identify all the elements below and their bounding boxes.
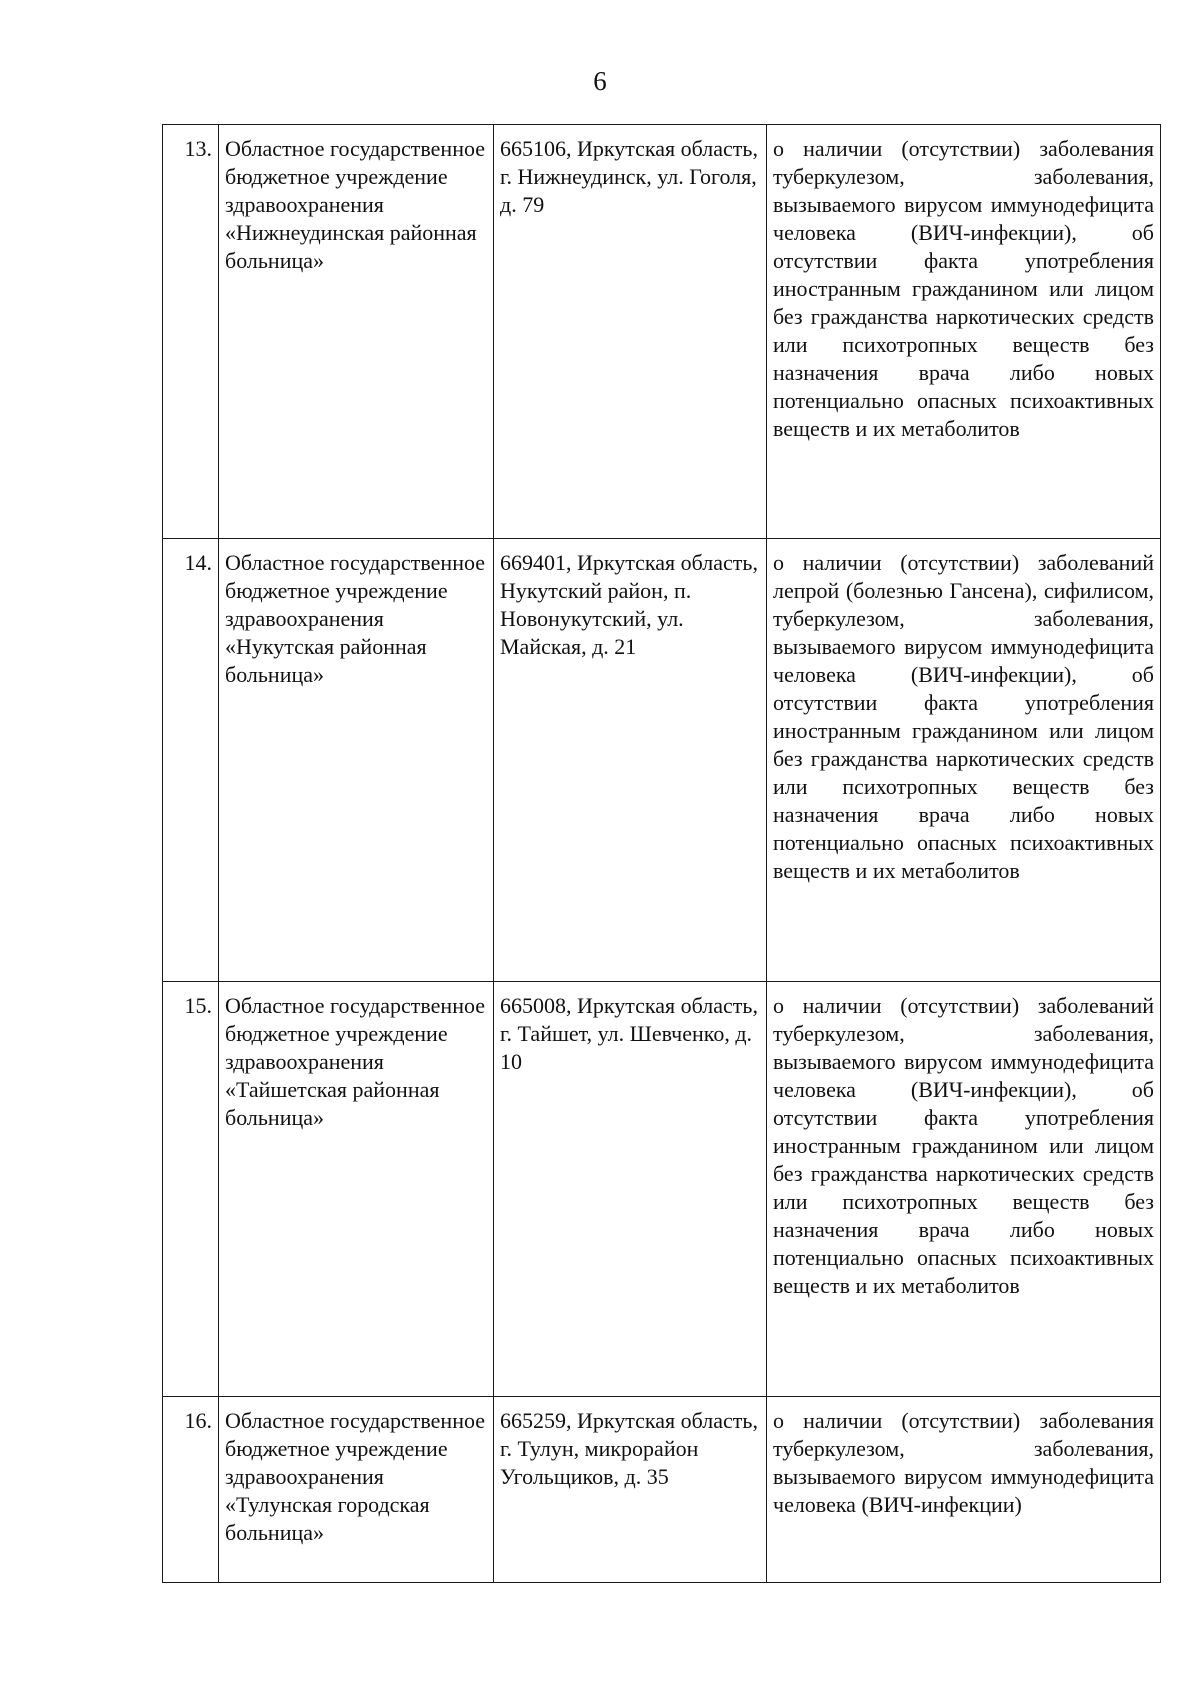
table-row — [163, 1397, 1161, 1583]
institution-name: Областное государственное бюджетное учреждение здравоохранения «Тулунская городская больница» — [219, 1397, 494, 1583]
institution-address: 665008, Иркутская область, г. Тайшет, ул. Шевченко, д. 10 — [494, 982, 767, 1397]
row-number: 13. — [163, 125, 219, 539]
institution-address: 665259, Иркутская область, г. Тулун, микрорайон Угольщиков, д. 35 — [494, 1397, 767, 1583]
institution-name: Областное государственное бюджетное учреждение здравоохранения «Тайшетская районная больница» — [219, 982, 494, 1397]
institutions-table — [162, 124, 1161, 1583]
institution-name: Областное государственное бюджетное учреждение здравоохранения «Нукутская районная больница» — [219, 539, 494, 982]
certificate-requirement: о наличии (отсутствии) заболеваний туберкулезом, заболевания, вызываемого вирусом иммунодефицита человека (ВИЧ-инфекции), об отсутствии факта употребления иностранным гражданином или лицом без гражданства наркотических средств или психотропных веществ без назначения врача либо новых потенциально опасных психоактивных веществ и их метаболитов — [767, 982, 1161, 1397]
row-number: 15. — [163, 982, 219, 1397]
page-number: 6 — [593, 66, 607, 96]
institution-address: 669401, Иркутская область, Нукутский район, п. Новонукутский, ул. Майская, д. 21 — [494, 539, 767, 982]
certificate-requirement: о наличии (отсутствии) заболеваний лепрой (болезнью Гансена), сифилисом, туберкулезом, заболевания, вызываемого вирусом иммунодефицита человека (ВИЧ-инфекции), об отсутствии факта употребления иностранным гражданином или лицом без гражданства наркотических средств или психотропных веществ без назначения врача либо новых потенциально опасных психоактивных веществ и их метаболитов — [767, 539, 1161, 982]
table-row — [163, 539, 1161, 982]
certificate-requirement: о наличии (отсутствии) заболевания туберкулезом, заболевания, вызываемого вирусом иммунодефицита человека (ВИЧ-инфекции) — [767, 1397, 1161, 1583]
institution-address: 665106, Иркутская область, г. Нижнеудинск, ул. Гоголя, д. 79 — [494, 125, 767, 539]
row-number: 16. — [163, 1397, 219, 1583]
table-row — [163, 125, 1161, 539]
institution-name: Областное государственное бюджетное учреждение здравоохранения «Нижнеудинская районная больница» — [219, 125, 494, 539]
certificate-requirement: о наличии (отсутствии) заболевания туберкулезом, заболевания, вызываемого вирусом иммунодефицита человека (ВИЧ-инфекции), об отсутствии факта употребления иностранным гражданином или лицом без гражданства наркотических средств или психотропных веществ без назначения врача либо новых потенциально опасных психоактивных веществ и их метаболитов — [767, 125, 1161, 539]
row-number: 14. — [163, 539, 219, 982]
table-row — [163, 982, 1161, 1397]
